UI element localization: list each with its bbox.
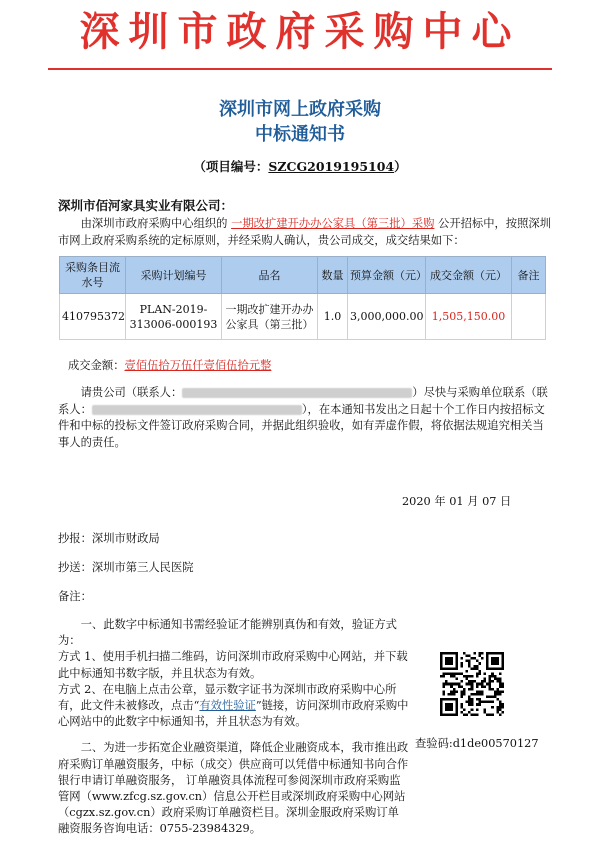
- intro-after: 公开招标中，按照深圳市网上政府采购系统的定标原则，并经采购人确认，贵公司成交，成交结果如下：: [58, 217, 551, 247]
- note-method-2: [58, 682, 410, 731]
- col-header-plan: 采购计划编号: [126, 257, 222, 294]
- award-table: [59, 256, 546, 340]
- org-header-title: 深圳市政府采购中心: [79, 9, 521, 55]
- deal-amount-line: [68, 357, 271, 373]
- doc-title-line1: 深圳市网上政府采购: [219, 99, 381, 120]
- project-number-prefix: （项目编号：: [193, 159, 269, 174]
- cc-send: 抄送：深圳市第三人民医院: [58, 561, 194, 574]
- validity-check-link[interactable]: 有效性验证: [199, 699, 256, 713]
- project-number: [0, 157, 600, 175]
- cell-remark: [512, 294, 546, 340]
- col-header-item: 品名: [222, 257, 318, 294]
- recipient-company: 深圳市佰河家具实业有限公司：: [58, 198, 234, 213]
- deal-label: 成交金额：: [68, 359, 125, 372]
- remark-label: 备注：: [58, 590, 92, 603]
- table-header-row: [60, 257, 546, 294]
- note-method-2-after: ”链接，访问深圳市政府采购中心网站中的此数字中标通知书，并且状态为有效。: [58, 699, 409, 729]
- project-name-link[interactable]: 一期改扩建开办办公家具（第三批）采购: [231, 217, 435, 230]
- col-header-budget: 预算金额（元）: [348, 257, 426, 294]
- col-header-serial: 采购条目流水号: [60, 257, 126, 294]
- body-paragraph: [58, 385, 554, 451]
- qr-code-icon[interactable]: [440, 652, 504, 716]
- issue-date: 2020 年 01 月 07 日: [402, 495, 512, 508]
- intro-paragraph: [58, 215, 554, 249]
- intro-before: 由深圳市政府采购中心组织的: [80, 217, 228, 230]
- project-number-suffix: ）: [394, 159, 407, 174]
- body-p1-start: 请贵公司（联系人：: [80, 386, 183, 399]
- note-2: 二、为进一步拓宽企业融资渠道，降低企业融资成本，我市推出政府采购订单融资服务，中标（成交）供应商可以凭借中标通知书向合作银行申请订单融资服务， 订单融资具体流程可参阅深圳市政府采购监管网（www.zfcg.sz.gov.cn）信息公开栏目或深圳政府采购中心网站（cgzx.sz.gov.cn）政府采购订单融资栏目。深圳金服政府采购订单融资服务咨询电话：0755-23984329。: [58, 741, 409, 836]
- cell-qty: 1.0: [318, 294, 348, 340]
- body-p1-mid: ）尽快与采购单位联系（联系人：: [58, 386, 548, 416]
- cell-budget: 3,000,000.00: [348, 294, 426, 340]
- note-method-1: 方式 1、使用手机扫描二维码，访问深圳市政府采购中心网站，并下载此中标通知书数字版，并且状态为有效。: [58, 650, 408, 680]
- doc-title-line2: 中标通知书: [255, 124, 345, 145]
- redacted-buyer-contact: [92, 405, 302, 415]
- verification-code: 查验码:d1de00570127: [415, 737, 539, 750]
- deal-amount-text: 壹佰伍拾万伍仟壹佰伍拾元整: [124, 359, 272, 372]
- verification-notes: [58, 617, 410, 838]
- col-header-remark: 备注: [512, 257, 546, 294]
- col-header-deal: 成交金额（元）: [426, 257, 512, 294]
- note-1: 一、此数字中标通知书需经验证才能辨别真伪和有效，验证方式为：: [58, 618, 397, 648]
- cell-serial: 410795372: [60, 294, 126, 340]
- cc-report: 抄报：深圳市财政局: [58, 532, 160, 545]
- redacted-contact: [182, 388, 412, 398]
- note-method-2-before: 方式 2、在电脑上点击公章，显示数字证书为深圳市政府采购中心所有，此文件未被修改，点击“: [58, 682, 397, 713]
- col-header-qty: 数量: [318, 257, 348, 294]
- cell-plan: PLAN-2019-313006-000193: [126, 294, 222, 340]
- project-code: SZCG2019195104: [268, 159, 395, 174]
- cell-item: 一期改扩建开办办公家具（第三批）: [222, 294, 318, 340]
- cell-deal-amount: 1,505,150.00: [426, 294, 512, 340]
- table-row: [60, 294, 546, 340]
- header-divider: [48, 68, 552, 70]
- body-p1-end: ），在本通知书发出之日起十个工作日内按招标文件和中标的投标文件签订政府采购合同，并据此组织验收，如有弄虚作假，将依据法规追究相关当事人的责任。: [58, 402, 545, 449]
